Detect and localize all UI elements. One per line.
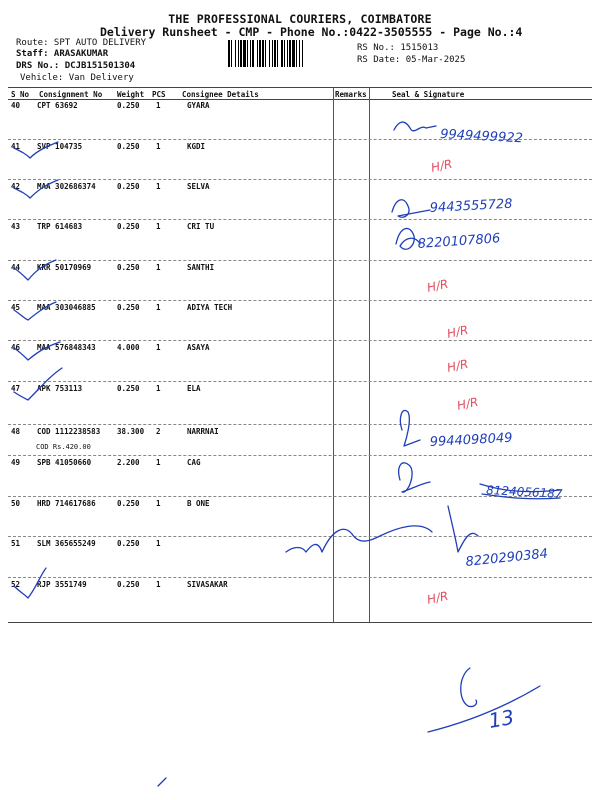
barcode-bar [299,40,300,67]
barcode-bar [277,40,278,67]
barcode-bar [259,40,261,67]
handwritten-note: H/R [425,276,450,295]
handwritten-phone: 9443555728 [429,196,513,216]
barcode-bar [287,40,288,67]
row-divider [8,424,592,425]
col-header-remarks: Remarks [335,90,367,99]
table-bottom-rule [8,622,592,623]
row-weight: 2.200 [117,458,140,467]
barcode-bar [296,40,297,67]
cross-out [480,484,560,492]
remarks-right-rule [369,88,370,623]
row-consignee: SIVASAKAR [187,580,228,589]
row-consignee: SANTHI [187,263,215,272]
row-weight: 0.250 [117,222,140,231]
signature-scribble [400,410,420,446]
handwritten-phone: 8220290384 [464,546,549,570]
row-consignee: ELA [187,384,201,393]
row-sno: 49 [11,458,21,467]
staff-label: Staff: ARASAKUMAR [16,49,109,59]
barcode-bar [272,40,273,67]
barcode-bar [265,40,266,67]
row-sno: 41 [11,142,21,151]
row-consignment: SVP 104735 [37,142,83,151]
col-header-consignee: Consignee Details [182,90,259,99]
row-pcs: 2 [156,427,161,436]
col-header-weight: Weight [117,90,145,99]
signature-scribble [399,463,430,492]
row-pcs: 1 [156,384,161,393]
row-pcs: 1 [156,101,161,110]
row-sno: 46 [11,343,21,352]
barcode-bar [302,40,303,67]
barcode-bar [292,40,295,67]
row-weight: 0.250 [117,580,140,589]
row-pcs: 1 [156,539,161,548]
row-cod-amount: COD Rs.420.00 [36,443,91,451]
row-divider [8,536,592,537]
barcode [228,40,352,67]
handwritten-note: H/R [445,322,470,341]
row-consignment: HRD 714617686 [37,499,96,508]
handwritten-note: H/R [445,356,470,375]
row-divider [8,496,592,497]
barcode-bar [257,40,258,67]
row-sno: 50 [11,499,21,508]
col-header-sno: S No [11,90,30,99]
row-consignment: MAA 302686374 [37,182,96,191]
barcode-bar [247,40,248,67]
circle-mark [461,668,477,707]
row-divider [8,340,592,341]
row-divider [8,219,592,220]
row-weight: 0.250 [117,182,140,191]
vehicle-label: Vehicle: Van Delivery [20,73,134,83]
row-sno: 43 [11,222,21,231]
handwritten-note: H/R [429,156,454,175]
row-consignment: MAA 303046885 [37,303,96,312]
row-pcs: 1 [156,580,161,589]
row-divider [8,260,592,261]
row-pcs: 1 [156,142,161,151]
barcode-bar [274,40,276,67]
route-label: Route: SPT AUTO DELIVERY [16,38,147,48]
row-consignment: TRP 614683 [37,222,83,231]
barcode-bar [289,40,291,67]
handwritten-phone: 9949499922 [439,127,524,147]
handwritten-note: H/R [425,588,450,607]
row-consignee: KGDI [187,142,206,151]
barcode-bar [240,40,242,67]
row-pcs: 1 [156,343,161,352]
col-header-consignment: Consignment No [39,90,103,99]
barcode-bar [269,40,270,67]
col-header-pcs: PCS [152,90,166,99]
row-pcs: 1 [156,182,161,191]
signature-scribble [448,506,478,552]
row-weight: 0.250 [117,142,140,151]
row-consignee: CAG [187,458,201,467]
row-divider [8,577,592,578]
row-sno: 45 [11,303,21,312]
handwritten-phone: 8220107806 [417,231,501,252]
row-consignment: CPT 63692 [37,101,78,110]
row-consignment: SPB 41050660 [37,458,92,467]
row-divider [8,455,592,456]
row-consignee: B ONE [187,499,210,508]
signature-scribble [286,526,432,552]
row-pcs: 1 [156,303,161,312]
barcode-bar [284,40,285,67]
row-consignment: APK 753113 [37,384,83,393]
row-weight: 38.300 [117,427,145,436]
rs-date-label: RS Date: 05-Mar-2025 [357,55,466,65]
row-sno: 42 [11,182,21,191]
row-consignee: GYARA [187,101,210,110]
remarks-left-rule [333,88,334,623]
row-weight: 0.250 [117,499,140,508]
row-consignee: ASAYA [187,343,210,352]
page-subtitle: Delivery Runsheet - CMP - Phone No.:0422-3505555 - Page No.:4 [100,25,523,39]
handwritten-note: H/R [455,394,480,413]
row-divider [8,300,592,301]
row-consignee: NARRNAI [187,427,219,436]
row-consignee: ADIYA TECH [187,303,233,312]
slash-mark [428,686,540,732]
row-consignee: SELVA [187,182,210,191]
row-divider [8,381,592,382]
row-consignee: CRI TU [187,222,215,231]
barcode-bar [281,40,283,67]
row-divider [8,139,592,140]
row-weight: 0.250 [117,101,140,110]
barcode-bar [228,40,230,67]
signature-scribble [396,228,420,249]
row-pcs: 1 [156,263,161,272]
table-top-rule [8,87,592,88]
row-consignment: RJP 3551749 [37,580,87,589]
row-weight: 4.000 [117,343,140,352]
barcode-bar [243,40,246,67]
drs-label: DRS No.: DCJB151501304 [16,61,136,71]
handwritten-number: 13 [486,704,516,733]
barcode-bar [252,40,254,67]
page-title: THE PROFESSIONAL COURIERS, COIMBATORE [168,12,432,26]
col-header-seal: Seal & Signature [392,90,465,99]
row-sno: 47 [11,384,21,393]
barcode-bar [250,40,251,67]
row-sno: 48 [11,427,21,436]
row-sno: 40 [11,101,21,110]
table-header-rule [8,99,592,100]
row-consignment: COD 1112238583 [37,427,101,436]
row-weight: 0.250 [117,303,140,312]
row-weight: 0.250 [117,384,140,393]
row-weight: 0.250 [117,539,140,548]
row-sno: 51 [11,539,21,548]
barcode-bar [238,40,239,67]
tiny-mark [158,778,166,786]
row-pcs: 1 [156,499,161,508]
row-divider [8,179,592,180]
row-pcs: 1 [156,458,161,467]
row-consignment: MAA 576848343 [37,343,96,352]
row-pcs: 1 [156,222,161,231]
row-consignment: SLM 365655249 [37,539,96,548]
rs-no-label: RS No.: 1515013 [357,43,439,53]
handwritten-phone: 9944098049 [429,430,513,450]
handwritten-phone: 8124056187 [485,483,563,501]
row-weight: 0.250 [117,263,140,272]
barcode-bar [231,40,232,67]
signature-scribble [394,122,436,131]
row-sno: 52 [11,580,21,589]
row-consignment: KRR 50170969 [37,263,92,272]
barcode-bar [235,40,236,67]
signature-scribble [392,200,430,218]
barcode-bar [262,40,264,67]
row-sno: 44 [11,263,21,272]
